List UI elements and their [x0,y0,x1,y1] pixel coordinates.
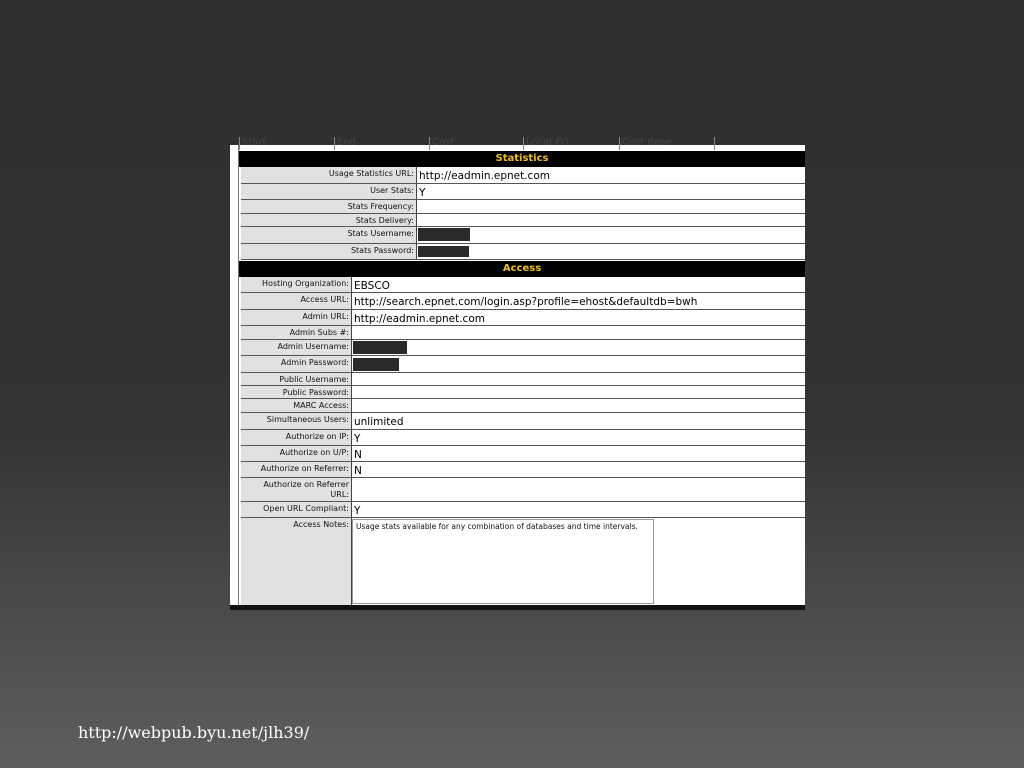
field-label: Admin URL: [241,310,352,325]
field-value: N [354,465,362,477]
column-divider [714,137,717,150]
access-row-access-notes [241,518,805,605]
field-label: MARC Access: [241,399,352,412]
access-row-authorize-ip [241,430,805,446]
field-value: http://eadmin.epnet.com [354,313,485,325]
access-row-authorize-referrer-url [241,478,805,502]
field-label: User Stats: [241,184,417,199]
field-label: Access Notes: [241,518,352,605]
access-row-marc-access [241,399,805,413]
column-header-end: End [334,137,356,150]
statistics-section-header: Statistics [239,151,805,167]
field-value: EBSCO [354,280,390,292]
field-label: Public Username: [241,373,352,385]
stats-row-delivery [241,214,805,227]
column-header-cost-base: Cost Base [619,137,672,150]
field-label: Authorize on IP: [241,430,352,445]
access-row-public-password [241,386,805,399]
field-value [352,340,805,355]
stats-row-user-stats [241,184,805,200]
field-value: Y [354,505,361,517]
field-value [352,386,805,398]
field-label: Stats Delivery: [241,214,417,226]
access-row-admin-username [241,340,805,356]
field-label: Admin Username: [241,340,352,355]
field-label: Admin Subs #: [241,326,352,339]
field-label: Authorize on U/P: [241,446,352,461]
frame-bottom-border [230,605,805,610]
erm-record-screenshot [230,137,805,610]
field-label: Authorize on Referrer URL: [241,478,352,501]
redaction-block [353,358,399,371]
stats-row-username [241,227,805,244]
access-row-public-username [241,373,805,386]
field-value [352,373,805,385]
field-label: Stats Username: [241,227,417,243]
field-label: Access URL: [241,293,352,309]
cutoff-column-headers [239,137,805,150]
field-label: Open URL Compliant: [241,502,352,517]
field-label: Public Password: [241,386,352,398]
field-value: http://search.epnet.com/login.asp?profile=ehost&defaultdb=bwh [354,296,698,308]
access-row-authorize-up [241,446,805,462]
field-value [417,227,805,243]
access-row-authorize-referrer [241,462,805,478]
stats-row-password [241,244,805,260]
field-value: Y [354,433,361,445]
field-value [352,356,805,372]
field-label: Authorize on Referrer: [241,462,352,477]
field-value [352,326,805,339]
access-row-simultaneous-users [241,413,805,430]
field-value [417,244,805,259]
field-label: Stats Password: [241,244,417,259]
access-notes-textarea[interactable]: Usage stats available for any combination of databases and time intervals. [352,519,654,604]
redaction-block [418,228,470,241]
access-section-header: Access [239,261,805,277]
field-value: Y [419,187,426,199]
access-row-open-url-compliant [241,502,805,518]
access-row-admin-password [241,356,805,373]
field-label: Stats Frequency: [241,200,417,213]
access-row-admin-url [241,310,805,326]
field-label: Hosting Organization: [241,277,352,292]
redaction-block [418,246,469,257]
field-value [352,478,805,501]
access-row-admin-subs [241,326,805,340]
frame-left-border [230,145,239,610]
redaction-block [353,341,407,354]
field-value: N [354,449,362,461]
field-value: http://eadmin.epnet.com [419,170,550,182]
stats-row-frequency [241,200,805,214]
column-header-local-po: Local PO [523,137,569,150]
stats-row-usage-statistics-url [241,167,805,184]
column-header-start: Start [239,137,266,150]
field-label: Simultaneous Users: [241,413,352,429]
access-row-access-url [241,293,805,310]
field-label: Admin Password: [241,356,352,372]
field-value [417,200,805,213]
field-value [417,214,805,226]
record-content [239,137,805,610]
field-value [352,399,805,412]
access-row-hosting-organization [241,277,805,293]
column-header-cost: Cost [429,137,454,150]
field-value: unlimited [354,416,404,428]
field-label: Usage Statistics URL: [241,167,417,183]
source-url-caption: http://webpub.byu.net/jlh39/ [78,723,310,742]
